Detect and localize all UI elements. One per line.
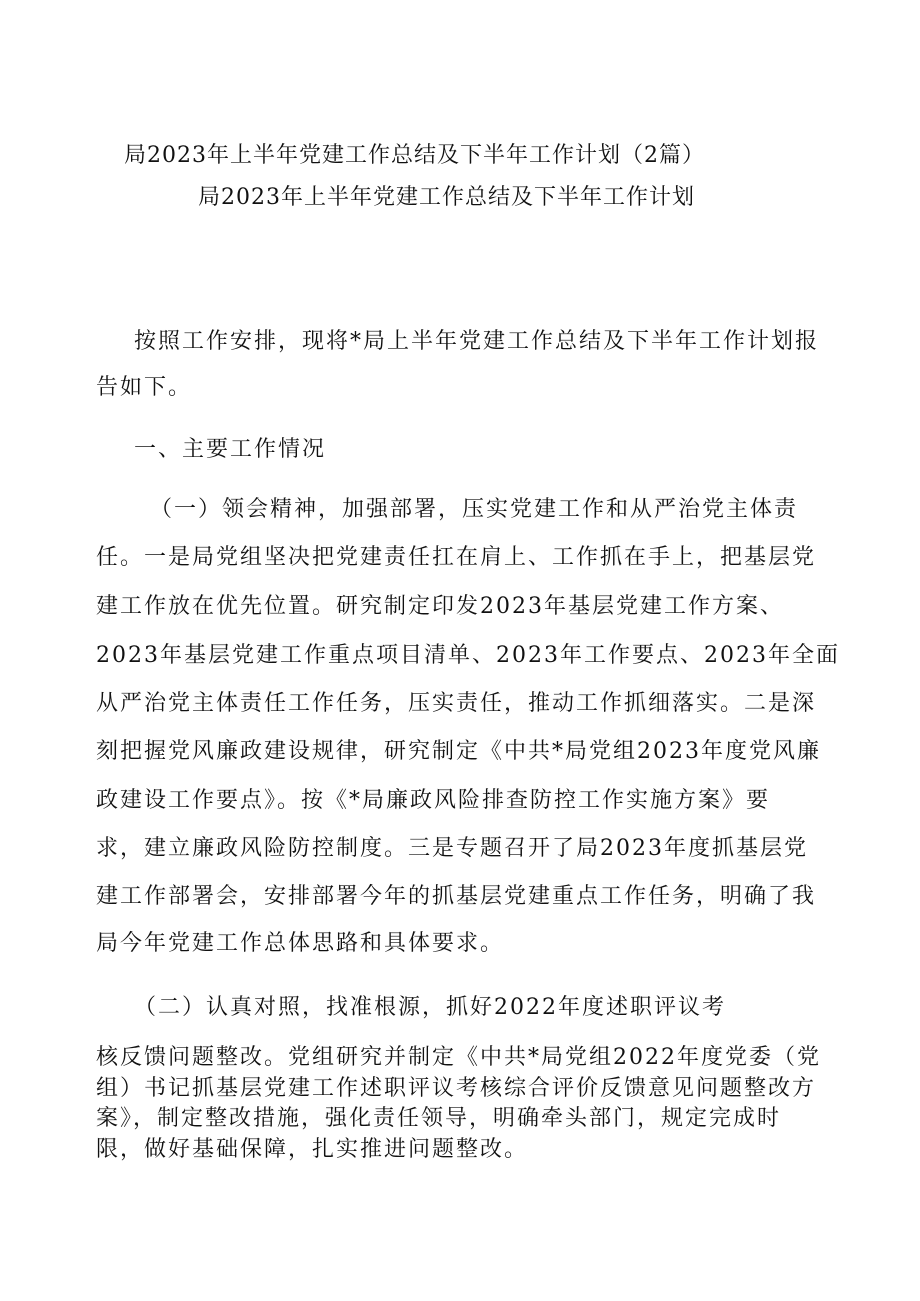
paragraph-line: 任。一是局党组坚决把党建责任扛在肩上、工作抓在手上，把基层党 (96, 545, 817, 570)
paragraph-line: 刻把握党风廉政建设规律，研究制定《中共*局党组2023年度党风廉 (96, 739, 821, 764)
paragraph-line: 限，做好基础保障，扎实推进问题整改。 (96, 1137, 529, 1162)
paragraph-line: 建工作放在优先位置。研究制定印发2023年基层党建工作方案、 (96, 594, 784, 619)
document-title: 局2023年上半年党建工作总结及下半年工作计划（2篇） (124, 143, 705, 168)
paragraph-line: 建工作部署会，安排部署今年的抓基层党建重点工作任务，明确了我 (96, 884, 817, 909)
paragraph-line: （二）认真对照，找准根源，抓好2022年度述职评议考 (134, 995, 726, 1020)
paragraph-line: 从严治党主体责任工作任务，压实责任，推动工作抓细落实。二是深 (96, 691, 817, 716)
paragraph-line: 核反馈问题整改。党组研究并制定《中共*局党组2022年度党委（党 (96, 1045, 821, 1070)
paragraph-line: 2023年基层党建工作重点项目清单、2023年工作要点、2023年全面 (96, 643, 840, 668)
paragraph-line: 政建设工作要点》。按《*局廉政风险排查防控工作实施方案》要 (96, 788, 771, 813)
section-heading: 一、主要工作情况 (134, 437, 327, 462)
document-subtitle: 局2023年上半年党建工作总结及下半年工作计划 (198, 185, 695, 210)
paragraph-line: 案》，制定整改措施，强化责任领导，明确牵头部门，规定完成时 (96, 1106, 782, 1131)
paragraph-line: （一）领会精神，加强部署，压实党建工作和从严治党主体责 (150, 497, 799, 522)
paragraph-line: 求，建立廉政风险防控制度。三是专题召开了局2023年度抓基层党 (96, 836, 808, 861)
paragraph-line: 组）书记抓基层党建工作述职评议考核综合评价反馈意见问题整改方 (96, 1076, 817, 1101)
intro-line: 告如下。 (96, 375, 193, 400)
paragraph-line: 局今年党建工作总体思路和具体要求。 (96, 931, 505, 956)
intro-line: 按照工作安排，现将*局上半年党建工作总结及下半年工作计划报 (134, 329, 820, 354)
